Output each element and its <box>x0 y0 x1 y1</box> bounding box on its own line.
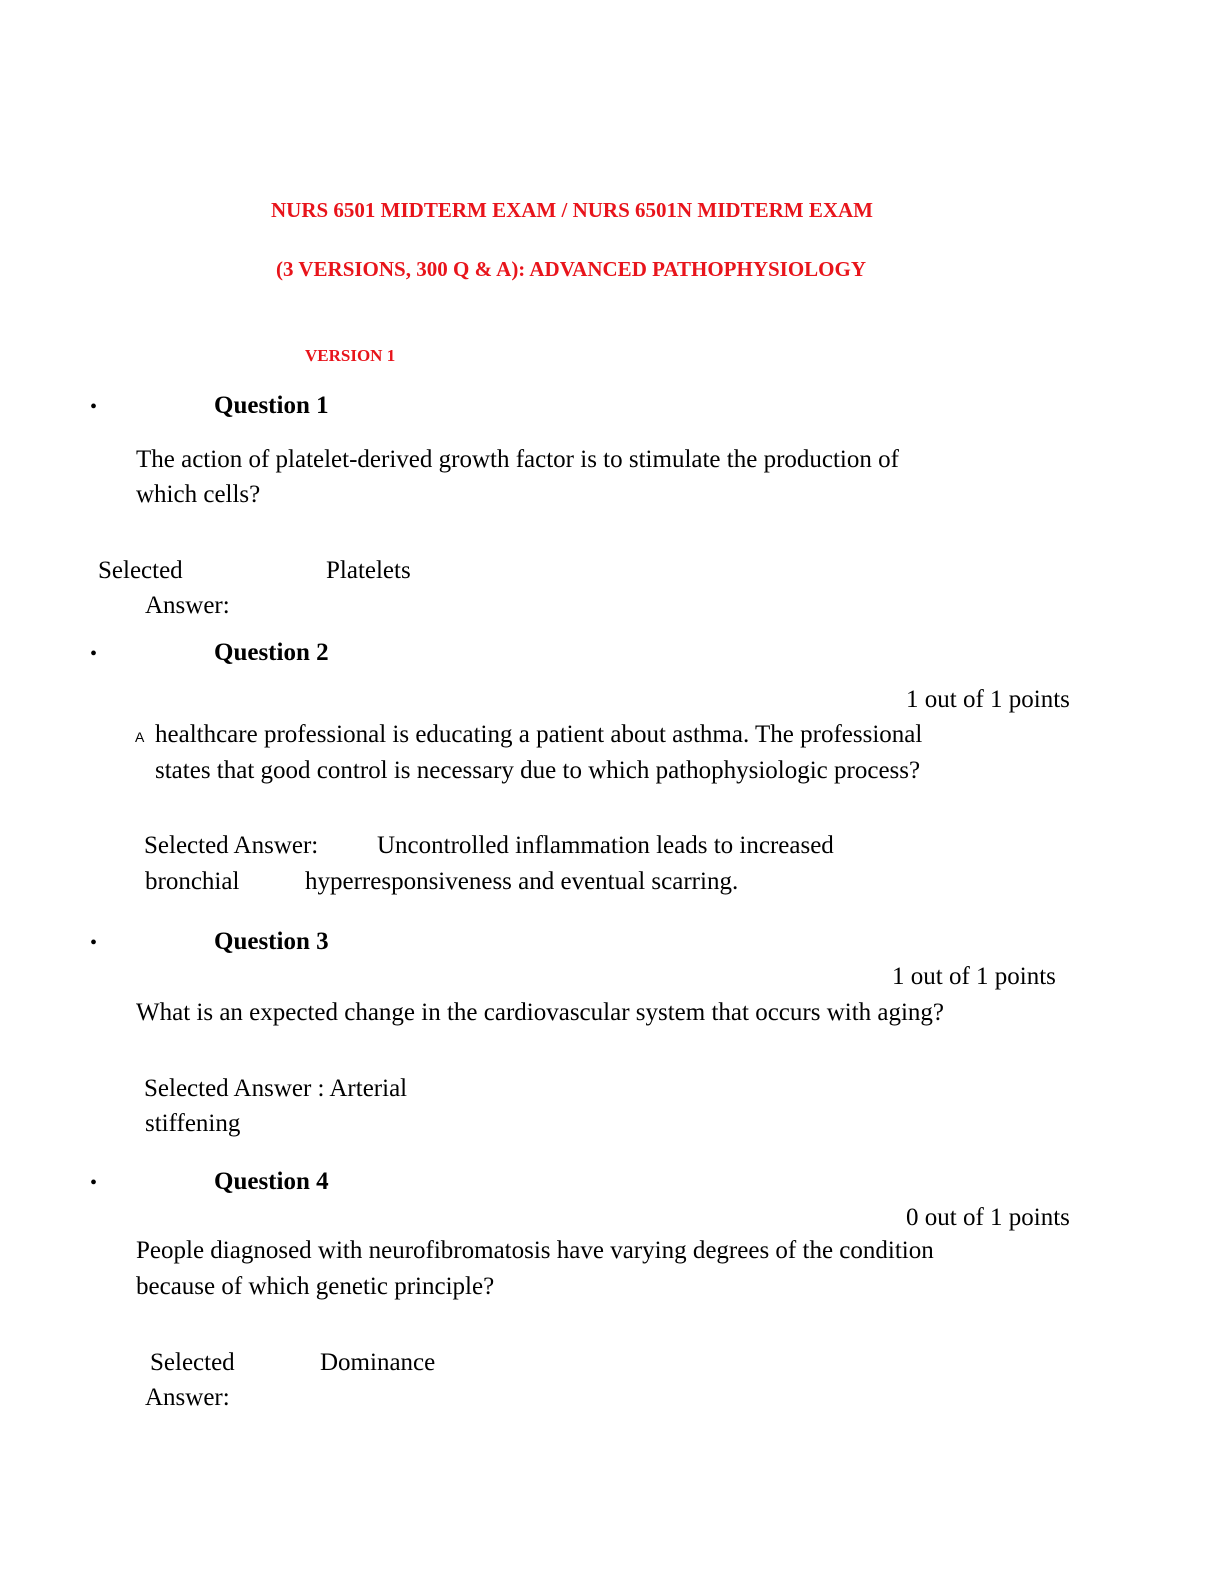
points-label: 0 out of 1 points <box>906 1204 1070 1231</box>
question-text-line-1: healthcare professional is educating a patient about asthma. The professional <box>155 721 923 748</box>
points-label: 1 out of 1 points <box>892 963 1056 990</box>
title-line-1: NURS 6501 MIDTERM EXAM / NURS 6501N MIDTERM EXAM <box>271 198 873 222</box>
selected-answer-line-2: stiffening <box>145 1110 241 1137</box>
question-heading: Question 4 <box>214 1168 329 1195</box>
selected-answer-value: Platelets <box>326 557 411 584</box>
question-heading: Question 1 <box>214 392 329 419</box>
question-text-line-2: which cells? <box>136 481 261 508</box>
selected-answer-value: Dominance <box>320 1349 436 1376</box>
question-text-line-1: People diagnosed with neurofibromatosis have varying degrees of the condition <box>136 1237 934 1264</box>
selected-answer-value-line-2: hyperresponsiveness and eventual scarring. <box>305 868 739 895</box>
selected-answer-label-cont: Answer: <box>145 592 230 619</box>
question-text-line-1: What is an expected change in the cardiovascular system that occurs with aging? <box>136 999 945 1026</box>
question-text-line-1: The action of platelet-derived growth factor is to stimulate the production of <box>136 446 899 473</box>
question-text-line-2: because of which genetic principle? <box>136 1273 495 1300</box>
selected-answer-label-cont: Answer: <box>145 1384 230 1411</box>
bullet-icon: • <box>90 643 98 665</box>
question-heading: Question 3 <box>214 928 329 955</box>
bullet-icon: • <box>90 932 98 954</box>
points-label: 1 out of 1 points <box>906 686 1070 713</box>
selected-answer-label: Selected <box>98 557 183 584</box>
bullet-icon: • <box>90 396 98 418</box>
selected-answer-value-line-1: Uncontrolled inflammation leads to increased <box>377 832 834 859</box>
selected-answer-label: Selected Answer: <box>144 832 319 859</box>
version-label: VERSION 1 <box>305 346 396 365</box>
question-heading: Question 2 <box>214 639 329 666</box>
selected-answer-line-1: Selected Answer : Arterial <box>144 1075 408 1102</box>
question-text-initial: A <box>135 729 145 745</box>
selected-answer-label: Selected <box>150 1349 235 1376</box>
selected-answer-value-split: bronchial <box>145 868 240 895</box>
bullet-icon: • <box>90 1172 98 1194</box>
title-line-2: (3 VERSIONS, 300 Q & A): ADVANCED PATHOPHYSIOLOGY <box>276 257 867 281</box>
question-text-line-2: states that good control is necessary due to which pathophysiologic process? <box>155 757 921 784</box>
